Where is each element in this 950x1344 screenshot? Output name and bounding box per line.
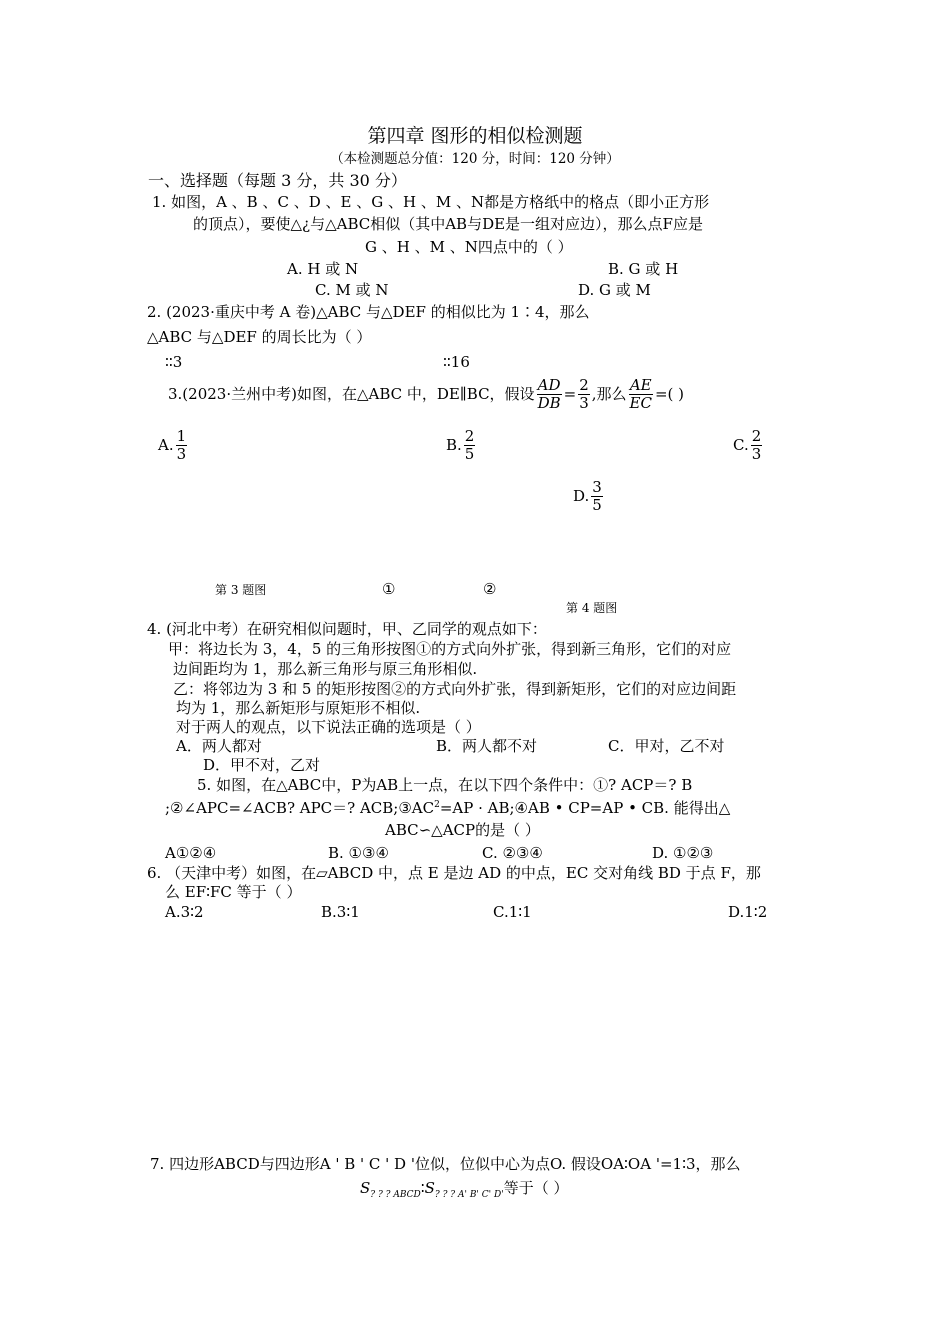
option-b: B.3∶1 <box>321 903 360 921</box>
figure-label-2: ② <box>483 580 497 598</box>
question-line: 乙：将邻边为 3 和 5 的矩形按图②的方式向外扩张，得到新矩形，它们的对应边间距 <box>173 680 737 698</box>
fraction-denominator: 5 <box>464 445 475 464</box>
question-line: 边间距均为 1，那么新三角形与原三角形相似. <box>173 660 478 678</box>
area-symbol: S <box>424 1179 435 1197</box>
question-text: =( ) <box>654 384 685 403</box>
question-line: 4. (河北中考）在研究相似问题时，甲、乙同学的观点如下： <box>147 620 547 638</box>
question-text: ,那么 <box>591 384 627 403</box>
question-line: ABC∽△ACP的是（ ） <box>385 821 540 839</box>
option-c: C. ②③④ <box>482 844 543 862</box>
question-line: 的顶点），要使△¿与△ABC相似（其中AB与DE是一组对应边），那么点F应是 <box>193 215 703 233</box>
option-label: B. <box>446 435 462 454</box>
page-title: 第四章 图形的相似检测题 <box>367 125 583 147</box>
figure-4-caption: 第 4 题图 <box>566 601 618 615</box>
equals-sign: = <box>563 384 577 403</box>
option-d <box>573 479 605 515</box>
area-symbol: S <box>360 1179 371 1197</box>
fraction-numerator: 2 <box>751 427 762 445</box>
option-c: C．甲对，乙不对 <box>608 737 725 755</box>
option-a: A. H 或 N <box>287 260 359 278</box>
option-b: ∶∶16 <box>443 353 470 371</box>
question-text: 3.(2023·兰州中考)如图，在△ABC 中，DE∥BC，假设 <box>168 384 535 403</box>
section-heading: 一、选择题（每题 3 分，共 30 分） <box>148 171 407 190</box>
question-line: 均为 1，那么新矩形与原矩形不相似. <box>176 699 421 717</box>
question-text: 等于（ ） <box>503 1179 569 1197</box>
fraction-denominator: 3 <box>751 445 762 464</box>
fraction-numerator: AE <box>629 376 652 394</box>
subscript: ? ? ? ABCD <box>370 1190 421 1200</box>
question-text: ;②∠APC=∠ACB? APC＝? ACB;③AC <box>165 799 435 817</box>
option-c: C. M 或 N <box>315 281 389 299</box>
fraction-ae-ec <box>629 377 653 413</box>
question-line: △ABC 与△DEF 的周长比为（ ） <box>147 328 372 346</box>
question-line: 7. 四边形ABCD与四边形A ' B ' C ' D '位似，位似中心为点O. 假设OA∶OA '=1∶3，那么 <box>150 1155 741 1173</box>
fraction-numerator: 2 <box>579 376 589 394</box>
fraction-2-3 <box>578 377 590 413</box>
option-d: D. G 或 M <box>578 281 651 299</box>
figure-label-1: ① <box>382 580 396 598</box>
question-line: 对于两人的观点，以下说法正确的选项是（ ） <box>176 718 481 736</box>
fraction-numerator: 3 <box>592 478 602 496</box>
option-a: A①②④ <box>165 844 217 862</box>
question-line: G 、H 、M 、N四点中的（ ） <box>365 238 573 256</box>
question-line <box>165 799 730 818</box>
fraction-denominator: 3 <box>579 394 589 413</box>
option-b <box>446 428 477 464</box>
question-line: 甲：将边长为 3，4，5 的三角形按图①的方式向外扩张，得到新三角形，它们的对应 <box>168 640 732 658</box>
fraction-denominator: 5 <box>592 496 602 515</box>
question-line: 5. 如图，在△ABC中，P为AB上一点，在以下四个条件中：①? ACP＝? B <box>197 776 693 794</box>
question-line: 1. 如图，A 、B 、C 、D 、E 、G 、H 、M 、N都是方格纸中的格点（即小正方形 <box>152 193 710 211</box>
fraction-numerator: 2 <box>464 427 475 445</box>
fraction-numerator: 1 <box>176 427 187 445</box>
option-label: C. <box>733 435 749 454</box>
ratio-colon: ∶ <box>420 1179 425 1197</box>
option-a <box>158 428 189 464</box>
option-d: D.1∶2 <box>728 903 768 921</box>
option-c: C.1∶1 <box>493 903 532 921</box>
option-d: D．甲不对，乙对 <box>203 756 321 774</box>
option-a: A.3∶2 <box>165 903 204 921</box>
option-d: D. ①②③ <box>652 844 714 862</box>
option-label: D. <box>573 486 590 505</box>
fraction-numerator: AD <box>537 376 561 394</box>
question-text: =AP · AB;④AB • CP=AP • CB. 能得出△ <box>439 799 731 817</box>
option-label: A. <box>158 435 174 454</box>
option-a: A．两人都对 <box>176 737 262 755</box>
question-line: 6. （天津中考）如图，在▱ABCD 中，点 E 是边 AD 的中点，EC 交对角线 BD 于点 F，那 <box>147 864 761 882</box>
subscript: ? ? ? A' B' C' D' <box>434 1190 504 1200</box>
question-line: 2. (2023·重庆中考 A 卷)△ABC 与△DEF 的相似比为 1∶4，那么 <box>147 303 590 321</box>
option-b: B. ①③④ <box>328 844 389 862</box>
fraction-denominator: EC <box>629 394 652 413</box>
question-3 <box>168 377 684 413</box>
fraction-denominator: DB <box>537 394 561 413</box>
fraction-ad-db <box>537 377 562 413</box>
figure-3-caption: 第 3 题图 <box>215 583 267 597</box>
fraction-denominator: 3 <box>176 445 187 464</box>
option-a: ∶∶3 <box>165 353 183 371</box>
superscript: 2 <box>434 800 440 810</box>
question-line <box>360 1179 568 1201</box>
question-line: 么 EF∶FC 等于（ ） <box>165 883 302 901</box>
page-subtitle: （本检测题总分值：120 分，时间：120 分钟） <box>330 151 620 167</box>
option-c <box>733 428 764 464</box>
option-b: B. G 或 H <box>608 260 679 278</box>
option-b: B．两人都不对 <box>436 737 538 755</box>
